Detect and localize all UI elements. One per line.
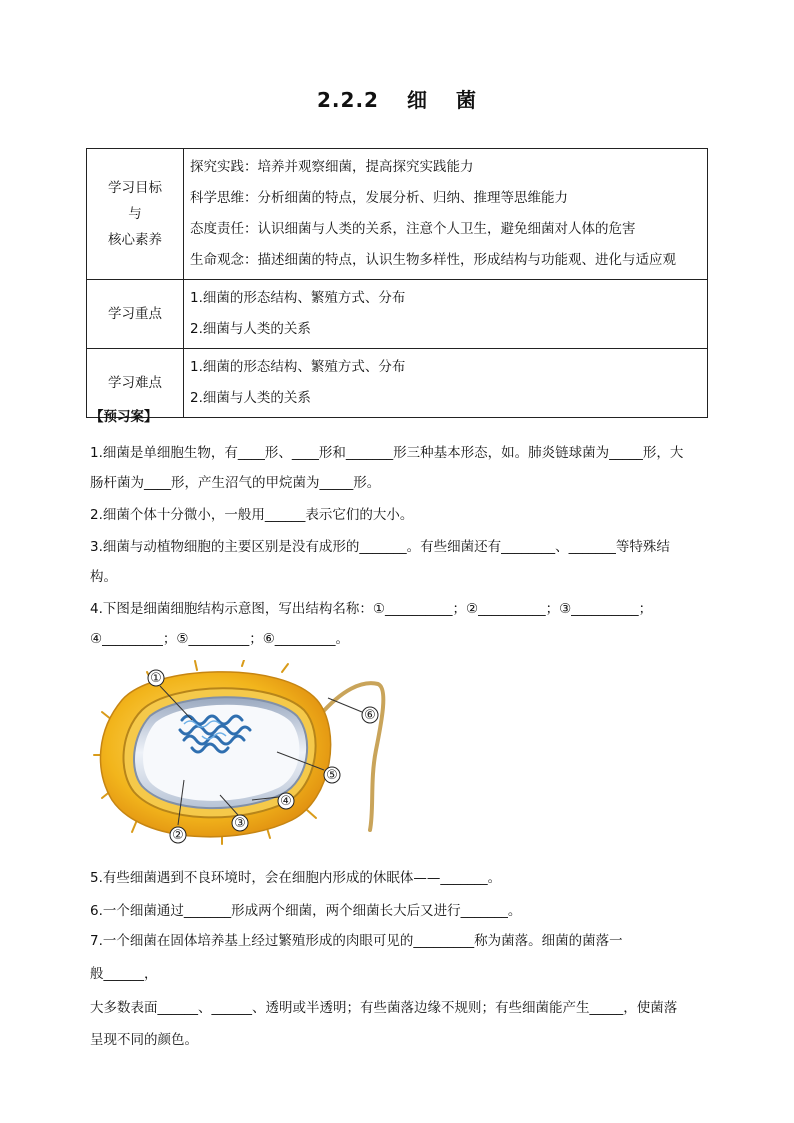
question-4-line-1: 4.下图是细菌细胞结构示意图，写出结构名称：①__________；②__________；③__________； — [90, 601, 653, 617]
difficulties-body — [184, 349, 708, 418]
question-7-line-4: 呈现不同的颜色。 — [90, 1032, 198, 1048]
goal-item: 科学思维：分析细菌的特点，发展分析、归纳、推理等思维能力 — [190, 190, 568, 206]
label-6: ⑥ — [364, 708, 376, 723]
question-2: 2.细菌个体十分微小，一般用______表示它们的大小。 — [90, 507, 414, 523]
label-1: ① — [150, 671, 162, 686]
key-point-item: 1.细菌的形态结构、繁殖方式、分布 — [190, 290, 406, 306]
question-6: 6.一个细菌通过_______形成两个细菌，两个细菌长大后又进行_______。 — [90, 903, 522, 919]
difficulties-head: 学习难点 — [87, 349, 184, 418]
label-3: ③ — [234, 816, 246, 831]
question-7-line-2: 般______， — [90, 966, 158, 982]
key-points-body — [184, 280, 708, 349]
goals-body — [184, 149, 708, 280]
objectives-row-key-points — [87, 280, 708, 349]
label-2: ② — [172, 828, 184, 843]
goal-item: 态度责任：认识细菌与人类的关系，注意个人卫生，避免细菌对人体的危害 — [190, 221, 636, 237]
label-5: ⑤ — [326, 768, 338, 783]
objectives-table — [86, 148, 708, 418]
title-char-2: 菌 — [455, 88, 477, 112]
objectives-row-difficulties — [87, 349, 708, 418]
goal-item: 探究实践：培养并观察细菌，提高探究实践能力 — [190, 159, 474, 175]
goals-head-line-3: 核心素养 — [108, 232, 162, 248]
page-title — [0, 84, 794, 113]
question-1-line-2: 肠杆菌为____形，产生沼气的甲烷菌为_____形。 — [90, 475, 381, 491]
difficulty-item: 2.细菌与人类的关系 — [190, 390, 311, 406]
goals-head-line-2: 与 — [128, 206, 142, 222]
objectives-row-goals — [87, 149, 708, 280]
goals-head-line-1: 学习目标 — [108, 180, 162, 196]
goals-head — [87, 149, 184, 280]
label-4: ④ — [280, 794, 292, 809]
question-3-line-1: 3.细菌与动植物细胞的主要区别是没有成形的_______。有些细菌还有________、_______等特殊结 — [90, 539, 670, 555]
section-heading: 【预习案】 — [90, 409, 158, 425]
question-4-line-2: ④_________；⑤_________；⑥_________。 — [90, 631, 350, 647]
key-points-head: 学习重点 — [87, 280, 184, 349]
key-point-item: 2.细菌与人类的关系 — [190, 321, 311, 337]
question-7-line-1: 7.一个细菌在固体培养基上经过繁殖形成的肉眼可见的_________称为菌落。细菌的菌落一 — [90, 933, 623, 949]
bacterium-diagram — [92, 660, 392, 845]
question-3-line-2: 构。 — [90, 569, 117, 585]
difficulty-item: 1.细菌的形态结构、繁殖方式、分布 — [190, 359, 406, 375]
title-number: 2.2.2 — [317, 88, 379, 112]
question-5: 5.有些细菌遇到不良环境时，会在细胞内形成的休眠体——_______。 — [90, 870, 502, 886]
goal-item: 生命观念：描述细菌的特点，认识生物多样性，形成结构与功能观、进化与适应观 — [190, 252, 676, 268]
question-1-line-1: 1.细菌是单细胞生物，有____形、____形和_______形三种基本形态，如。肺炎链球菌为_____形，大 — [90, 445, 684, 461]
title-char-1: 细 — [406, 88, 428, 112]
question-7-line-3: 大多数表面______、______、透明或半透明；有些菌落边缘不规则；有些细菌能产生_____，使菌落 — [90, 1000, 678, 1016]
